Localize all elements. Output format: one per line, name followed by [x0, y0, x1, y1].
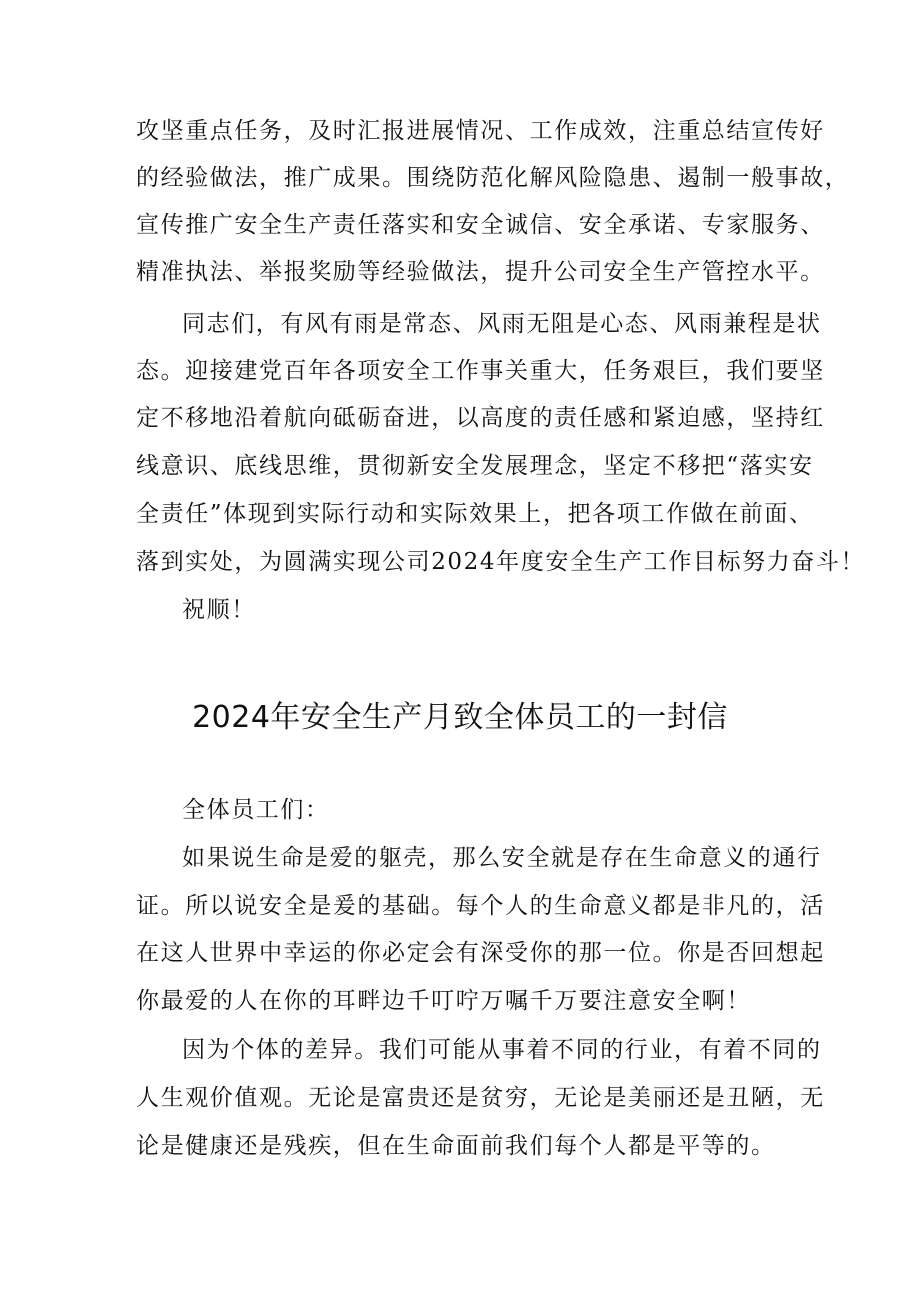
paragraph-line: 在这人世界中幸运的你必定会有深受你的那一位。你是否回想起	[136, 940, 825, 966]
paragraph-line: 落到实处，为圆满实现公司2024年度安全生产工作目标努力奋斗！	[136, 549, 866, 575]
paragraph-line: 全责任”体现到实际行动和实际效果上，把各项工作做在前面、	[136, 501, 814, 527]
paragraph-line: 人生观价值观。无论是富贵还是贫穷，无论是美丽还是丑陋，无	[136, 1085, 825, 1111]
letter-title: 2024年安全生产月致全体员工的一封信	[192, 700, 728, 735]
paragraph-line: 你最爱的人在你的耳畔边千叮咛万嘱千万要注意安全啊！	[136, 988, 751, 1014]
paragraph-line: 态。迎接建党百年各项安全工作事关重大，任务艰巨，我们要坚	[136, 358, 825, 384]
closing-salutation: 祝顺！	[182, 597, 256, 623]
paragraph-line: 精准执法、举报奖励等经验做法，提升公司安全生产管控水平。	[136, 259, 825, 285]
paragraph-line: 论是健康还是残疾，但在生命面前我们每个人都是平等的。	[136, 1133, 776, 1159]
paragraph-line: 证。所以说安全是爰的基础。每个人的生命意义都是非凡的，活	[136, 893, 825, 919]
paragraph-line: 定不移地沿着航向砥砺奋进，以高度的责任感和紧迫感，坚持红	[136, 405, 825, 431]
letter-salutation: 全体员工们：	[182, 797, 330, 823]
paragraph-line: 同志们，有风有雨是常态、风雨无阻是心态、风雨兼程是状	[182, 311, 822, 337]
paragraph-line: 线意识、底线思维，贯彻新安全发展理念，坚定不移把“落实安	[136, 453, 814, 479]
paragraph-line: 攻坚重点任务，及时汇报进展情况、工作成效，注重总结宣传好	[136, 118, 825, 144]
paragraph-line: 如果说生命是爱的躯壳，那么安全就是存在生命意义的通行	[182, 845, 822, 871]
paragraph-line: 的经验做法，推广成果。围绕防范化解风险隐患、遏制一般事故，	[136, 165, 850, 191]
paragraph-line: 因为个体的差异。我们可能从事着不同的行业，有着不同的	[182, 1037, 822, 1063]
paragraph-line: 宣传推广安全生产责任落实和安全诚信、安全承诺、专家服务、	[136, 212, 825, 238]
